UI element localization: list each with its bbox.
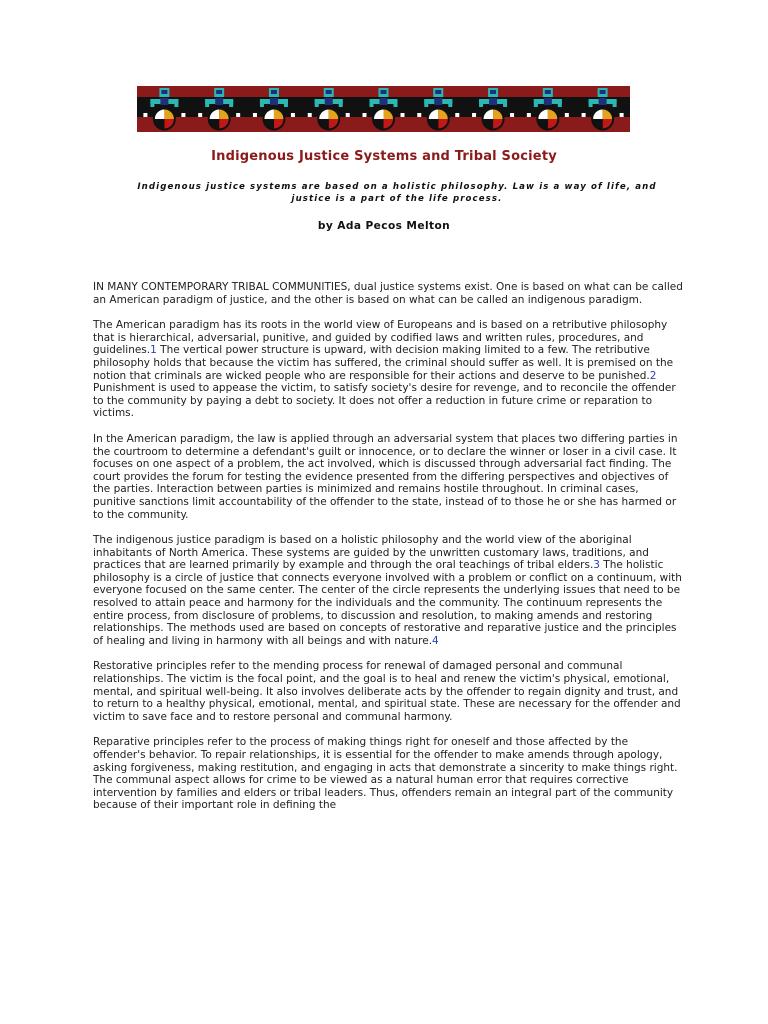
paragraph-text: Punishment is used to appease the victim, to satisfy society's desire for revenge, and to reconcile the offender to the community by paying a debt to society. It does not offer a reduction in future crime or reparation to victims. [93, 382, 676, 420]
page-title: Indigenous Justice Systems and Tribal Society [211, 149, 557, 164]
paragraph-text: The American paradigm has its roots in the world view of Europeans and is based on a retributive philosophy that is hierarchical, adversarial, punitive, and guided by codified laws and written rules, procedures, and guidelines. [93, 319, 668, 357]
body-paragraph [93, 281, 683, 306]
body-paragraph [93, 736, 683, 812]
paragraph-text: In the American paradigm, the law is applied through an adversarial system that places two differing parties in the courtroom to determine a defendant's guilt or innocence, or to declare the winner or loser in a civil case. It focuses on one aspect of a problem, the act involved, which is discussed through adversarial fact finding. The court provides the forum for testing the evidence presented from the differing perspectives and objectives of the parties. Interaction between parties is minimized and remains hostile throughout. In criminal cases, punitive sanctions limit accountability of the offender to the state, instead of to those he or she has harmed or to the community. [93, 432, 678, 521]
author-byline: by Ada Pecos Melton [317, 220, 451, 232]
tribal-pattern-banner [137, 86, 630, 132]
footnote-link[interactable]: 3 [593, 559, 600, 572]
article-body [93, 281, 683, 825]
footnote-link[interactable]: 1 [150, 344, 157, 357]
body-paragraph [93, 660, 683, 723]
paragraph-text: The vertical power structure is upward, with decision making limited to a few. The retributive philosophy holds that because the victim has suffered, the criminal should suffer as well. It is premised on the notion that criminals are wicked people who are responsible for their actions and deserve to be punished. [93, 344, 674, 382]
paragraph-text: IN MANY CONTEMPORARY TRIBAL COMMUNITIES, dual justice systems exist. One is based on what can be called an American paradigm of justice, and the other is based on what can be called an indigenous paradigm. [93, 281, 683, 306]
article-subtitle: Indigenous justice systems are based on a holistic philosophy. Law is a way of life, and justice is a part of the life process. [137, 182, 657, 204]
body-paragraph [93, 433, 683, 521]
body-paragraph [93, 319, 683, 420]
paragraph-text: The indigenous justice paradigm is based on a holistic philosophy and the world view of the aboriginal inhabitants of North America. These systems are guided by the unwritten customary laws, traditions, and practices that are learned primarily by example and through the oral teachings of tribal elders. [93, 534, 649, 572]
paragraph-text: Reparative principles refer to the process of making things right for oneself and those affected by the offender's behavior. To repair relationships, it is essential for the offender to make amends through apology, asking forgiveness, making restitution, and engaging in acts that demonstrate a sincerity to make things right. The communal aspect allows for crime to be viewed as a natural human error that requires corrective intervention by families and elders or tribal leaders. Thus, offenders remain an integral part of the community because of their important role in defining the [93, 736, 678, 812]
paragraph-text: The holistic philosophy is a circle of justice that connects everyone involved with a problem or conflict on a continuum, with everyone focused on the same center. The center of the circle represents the underlying issues that need to be resolved to attain peace and harmony for the individuals and the community. The continuum represents the entire process, from disclosure of problems, to discussion and resolution, to making amends and restoring relationships. The methods used are based on concepts of restorative and reparative justice and the principles of healing and living in harmony with all beings and with nature. [93, 559, 682, 647]
footnote-link[interactable]: 4 [432, 634, 439, 647]
footnote-link[interactable]: 2 [649, 369, 657, 382]
body-paragraph [93, 534, 683, 647]
paragraph-text: Restorative principles refer to the mending process for renewal of damaged personal and communal relationships. The victim is the focal point, and the goal is to heal and renew the victim's physical, emotional, mental, and spiritual well-being. It also involves deliberate acts by the offender to regain dignity and trust, and to return to a healthy physical, emotional, mental, and spiritual state. These are necessary for the offender and victim to save face and to restore personal and communal harmony. [93, 660, 681, 723]
